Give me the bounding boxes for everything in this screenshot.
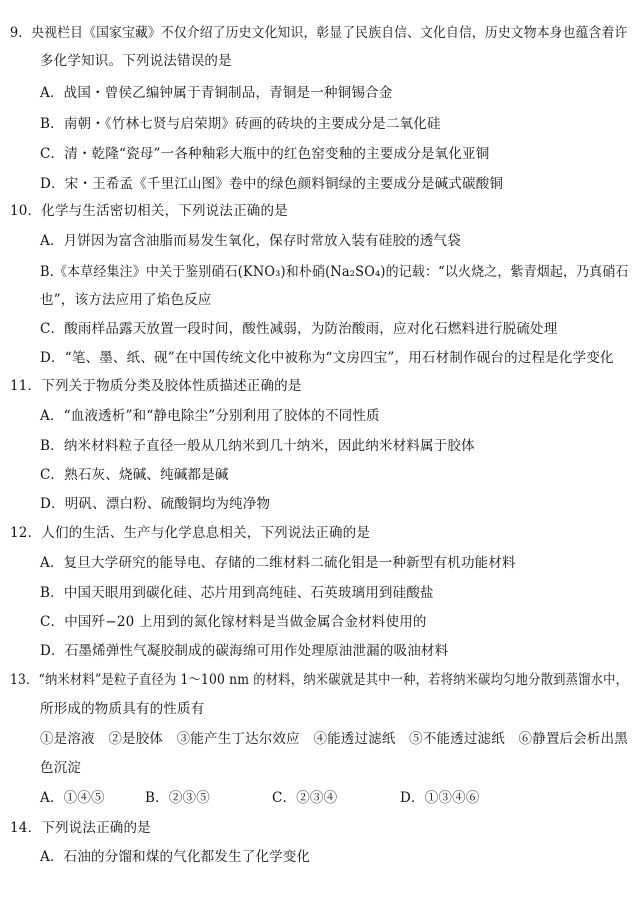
question-14-option-a: A．石油的分馏和煤的气化都发生了化学变化 — [40, 849, 311, 865]
question-12-option-a: A．复旦大学研究的能导电、存储的二维材料二硫化钼是一种新型有机功能材料 — [40, 555, 516, 571]
question-9-option-b: B．南朝・《竹林七贤与启荣期》砖画的砖块的主要成分是二氧化硅 — [40, 116, 441, 132]
question-11-option-a: A．“血液透析”和“静电除尘”分别利用了胶体的不同性质 — [40, 408, 380, 424]
question-13-choice-b: B．②③⑤ — [145, 790, 210, 806]
question-13-choice-a: A．①④⑤ — [40, 790, 105, 806]
question-10-stem: 10．化学与生活密切相关，下列说法正确的是 — [10, 203, 288, 219]
question-10-option-a: A．月饼因为富含油脂而易发生氧化，保存时常放入装有硅胶的透气袋 — [40, 233, 461, 249]
question-9-option-c: C．清・乾隆“瓷母”一各种釉彩大瓶中的红色窑变釉的主要成分是氧化亚铜 — [40, 146, 490, 162]
question-13-statements-cont: 色沉淀 — [40, 760, 82, 776]
question-11-option-b: B．纳米材料粒子直径一般从几纳米到几十纳米，因此纳米材料属于胶体 — [40, 438, 475, 454]
question-12-stem: 12．人们的生活、生产与化学息息相关，下列说法正确的是 — [10, 525, 371, 541]
question-9-stem-cont: 多化学知识。下列说法错误的是 — [40, 53, 232, 69]
question-10-option-c: C．酸雨样品露天放置一段时间，酸性减弱，为防治酸雨，应对化石燃料进行脱硫处理 — [40, 321, 558, 337]
question-12-option-d: D．石墨烯弹性气凝胶制成的碳海绵可用作处理原油泄漏的吸油材料 — [40, 643, 449, 659]
question-11-stem: 11．下列关于物质分类及胶体性质描述正确的是 — [10, 378, 302, 394]
question-9-stem: 9．央视栏目《国家宝藏》不仅介绍了历史文化知识，彰显了民族自信、文化自信，历史文物本身也蕴含着许 — [10, 25, 628, 41]
question-14-stem: 14．下列说法正确的是 — [10, 820, 151, 836]
question-13-stem-cont: 所形成的物质具有的性质有 — [40, 701, 205, 717]
question-13-choices — [0, 788, 640, 808]
question-13-choice-d: D．①③④⑥ — [400, 790, 480, 806]
question-12-option-b: B．中国天眼用到碳化硅、芯片用到高纯硅、石英玻璃用到硅酸盐 — [40, 585, 434, 601]
question-9-option-d: D．宋・王希孟《千里江山图》卷中的绿色颜料铜绿的主要成分是碱式碳酸铜 — [40, 176, 504, 192]
question-13-statements: ①是溶液 ②是胶体 ③能产生丁达尔效应 ④能透过滤纸 ⑤不能透过滤纸 ⑥静置后会析出黑 — [40, 731, 628, 747]
question-10-option-b-cont: 也”，该方法应用了焰色反应 — [40, 292, 212, 308]
question-13-stem: 13．“纳米材料”是粒子直径为 1～100 nm 的材料，纳米碳就是其中一种，若将纳米碳均匀地分散到蒸馏水中， — [10, 672, 629, 688]
question-12-option-c: C．中国歼−20 上用到的氮化镓材料是当做金属合金材料使用的 — [40, 614, 427, 630]
question-10-option-b: B.《本草经集注》中关于鉴别硝石(KNO₃)和朴硝(Na₂SO₄)的记载：“以火烧之，紫青烟起，乃真硝石 — [40, 264, 629, 280]
question-13-choice-c: C．②③④ — [272, 790, 338, 806]
question-10-option-d: D．“笔、墨、纸、砚”在中国传统文化中被称为“文房四宝”，用石材制作砚台的过程是化学变化 — [40, 350, 614, 366]
question-11-option-c: C．熟石灰、烧碱、纯碱都是碱 — [40, 467, 229, 483]
question-11-option-d: D．明矾、漂白粉、硫酸铜均为纯净物 — [40, 496, 271, 512]
question-9-option-a: A．战国・曾侯乙编钟属于青铜制品，青铜是一种铜锡合金 — [40, 85, 393, 101]
